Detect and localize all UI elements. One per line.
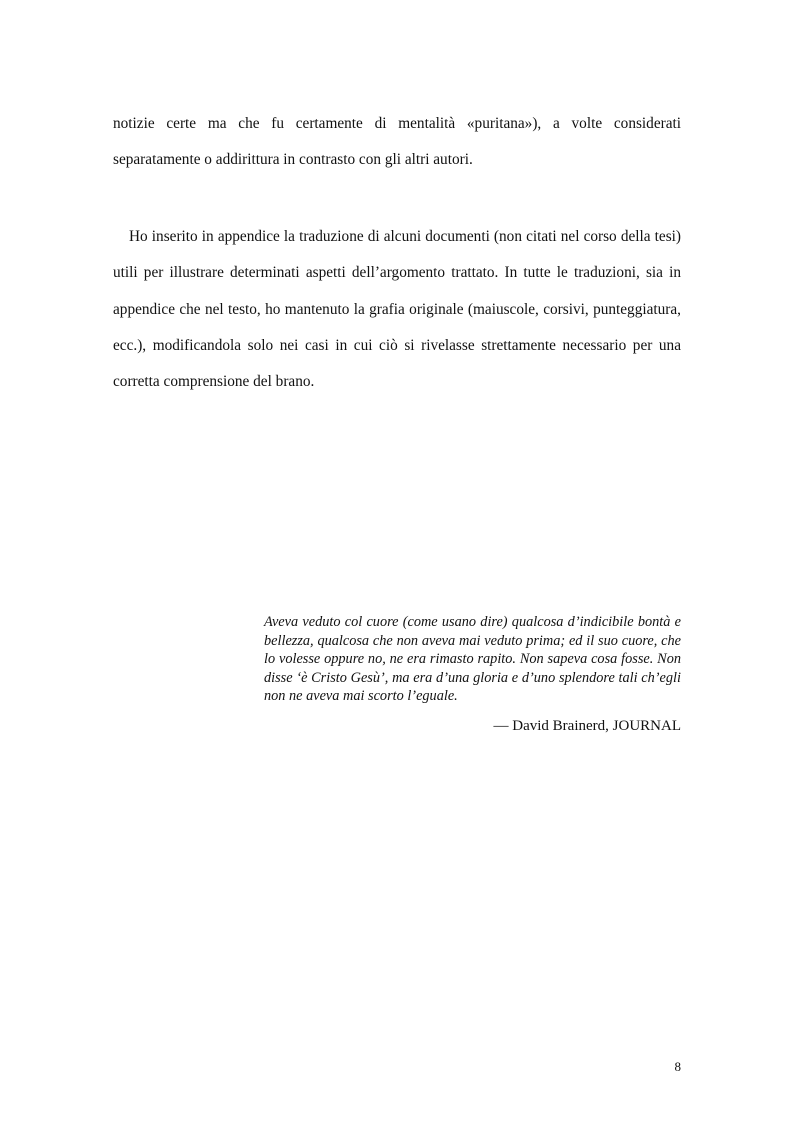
epigraph [264,613,681,735]
epigraph-quote: Aveva veduto col cuore (come usano dire) qualcosa d’indicibile bontà e bellezza, qualcosa che non aveva mai veduto prima; ed il suo cuore, che lo volesse oppure no, ne era rimasto rapito. Non sapeva cosa fosse. Non disse ‘è Cristo Gesù’, ma era d’una gloria e d’uno splendore tali ch’egli non ne aveva mai scorto l’eguale. [264,614,681,704]
body-paragraph-2: Ho inserito in appendice la traduzione di alcuni documenti (non citati nel corso della tesi) utili per illustrare determinati aspetti dell’argomento trattato. In tutte le traduzioni, sia in appendice che nel testo, ho mantenuto la grafia originale (maiuscole, corsivi, punteggiatura, ecc.), modificandola solo nei casi in cui ciò si rivelasse strettamente necessario per una corretta comprensione del brano. [113,228,681,391]
page-number: 8 [674,1059,681,1074]
body-paragraph-1: notizie certe ma che fu certamente di mentalità «puritana»), a volte considerati separatamente o addirittura in contrasto con gli altri autori. [113,115,681,169]
epigraph-attribution: — David Brainerd, JOURNAL [493,717,681,734]
